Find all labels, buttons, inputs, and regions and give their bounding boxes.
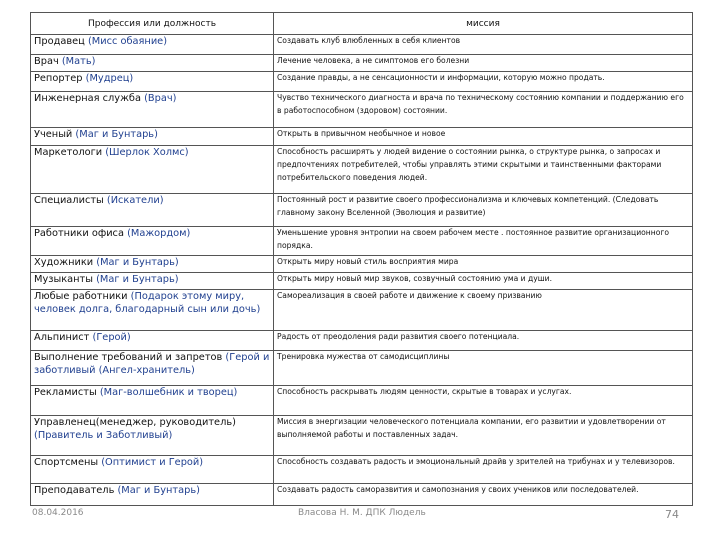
footer-date: 08.04.2016 xyxy=(32,508,84,518)
mission-cell: Способность раскрывать людям ценности, скрытые в товарах и услугах. xyxy=(274,386,693,416)
mission-cell: Миссия в энергизации человеческого потенциала компании, его развитии и удовлетворении от выполняемой работы и поставленных задач. xyxy=(274,416,693,456)
archetype-label: (Правитель и Заботливый) xyxy=(34,430,173,442)
profession-cell xyxy=(31,146,274,194)
mission-cell: Лечение человека, а не симптомов его болезни xyxy=(274,55,693,72)
profession-title: Художники xyxy=(34,257,97,268)
profession-cell xyxy=(31,351,274,386)
mission-cell: Способность создавать радость и эмоциональный драйв у зрителей на трибунах и у телевизоров. xyxy=(274,456,693,484)
table-row xyxy=(31,416,693,456)
table-row xyxy=(31,484,693,506)
mission-cell: Способность расширять у людей видение о состоянии рынка, о структуре рынка, о запросах и предпочтениях потребителей, чтобы управлять этими скрытыми и таинственными факторами потребительского поведения людей. xyxy=(274,146,693,194)
profession-cell xyxy=(31,256,274,273)
profession-cell xyxy=(31,484,274,506)
profession-cell xyxy=(31,92,274,128)
archetype-label: (Врач) xyxy=(144,93,177,104)
mission-cell: Открыть миру новый мир звуков, созвучный состоянию ума и души. xyxy=(274,273,693,290)
table-row xyxy=(31,194,693,227)
mission-cell: Создавать радость саморазвития и самопознания у своих учеников или последователей. xyxy=(274,484,693,506)
mission-cell: Создавать клуб влюбленных в себя клиентов xyxy=(274,35,693,55)
mission-cell: Тренировка мужества от самодисциплины xyxy=(274,351,693,386)
archetype-label: (Герой) xyxy=(92,332,131,343)
archetype-label: (Искатели) xyxy=(106,195,164,206)
footer-author: Власова Н. М. ДПК Людель xyxy=(298,508,426,518)
archetype-label: (Маг-волшебник и творец) xyxy=(99,387,238,398)
archetype-label: (Мудрец) xyxy=(85,73,134,84)
archetype-label: (Маг и Бунтарь) xyxy=(75,129,158,140)
mission-cell: Открыть в привычном необычное и новое xyxy=(274,128,693,146)
table-body xyxy=(31,35,693,506)
archetype-label: (Мать) xyxy=(61,56,96,67)
profession-title: Спортсмены xyxy=(34,457,102,468)
mission-cell: Постоянный рост и развитие своего профессионализма и ключевых компетенций. (Следовать главному закону Вселенной (Эволюция и развитие) xyxy=(274,194,693,227)
archetype-label: (Оптимист и Герой) xyxy=(101,457,204,468)
archetype-label: (Шерлок Холмс) xyxy=(105,147,189,158)
archetype-label: (Мажордом) xyxy=(127,228,191,239)
mission-cell: Радость от преодоления ради развития своего потенциала. xyxy=(274,331,693,351)
table-row xyxy=(31,386,693,416)
table-row xyxy=(31,92,693,128)
header-mission: миссия xyxy=(274,13,693,35)
profession-title: Врач xyxy=(34,56,62,67)
table-row xyxy=(31,72,693,92)
profession-title: Рекламисты xyxy=(34,387,100,398)
table-row xyxy=(31,227,693,256)
mission-cell: Уменьшение уровня энтропии на своем рабочем месте . постоянное развитие организационного порядка. xyxy=(274,227,693,256)
table-row xyxy=(31,256,693,273)
archetype-label: (Герой и заботливый (Ангел-хранитель) xyxy=(34,352,270,377)
profession-title: Выполнение требований и запретов xyxy=(34,352,226,363)
profession-title: Маркетологи xyxy=(34,147,106,158)
profession-title: Специалисты xyxy=(34,195,107,206)
profession-title: Инженерная служба xyxy=(34,93,145,104)
table-row xyxy=(31,35,693,55)
table-row xyxy=(31,273,693,290)
profession-cell xyxy=(31,416,274,456)
archetype-label: (Подарок этому миру, человек долга, благодарный сын или дочь) xyxy=(34,291,261,316)
table-row xyxy=(31,146,693,194)
table-row xyxy=(31,331,693,351)
profession-title: Преподаватель xyxy=(34,485,118,496)
table-row xyxy=(31,128,693,146)
profession-cell xyxy=(31,331,274,351)
archetype-label: (Маг и Бунтарь) xyxy=(96,257,179,268)
header-profession: Профессия или должность xyxy=(31,13,274,35)
profession-cell xyxy=(31,456,274,484)
archetype-label: (Мисс обаяние) xyxy=(87,36,168,47)
profession-title: Продавец xyxy=(34,36,88,47)
mission-cell: Создание правды, а не сенсационности и информации, которую можно продать. xyxy=(274,72,693,92)
profession-cell xyxy=(31,55,274,72)
profession-title: Ученый xyxy=(34,129,76,140)
profession-cell xyxy=(31,35,274,55)
profession-cell xyxy=(31,290,274,331)
header-row xyxy=(31,13,693,35)
mission-cell: Открыть миру новый стиль восприятия мира xyxy=(274,256,693,273)
profession-cell xyxy=(31,227,274,256)
page-number: 74 xyxy=(665,508,679,521)
profession-cell xyxy=(31,72,274,92)
profession-title: Любые работники xyxy=(34,291,131,302)
profession-cell xyxy=(31,273,274,290)
profession-cell xyxy=(31,128,274,146)
table-row xyxy=(31,55,693,72)
professions-table xyxy=(30,12,693,506)
table-row xyxy=(31,351,693,386)
profession-title: Альпинист xyxy=(34,332,93,343)
profession-title: Репортер xyxy=(34,73,86,84)
profession-title: Работники офиса xyxy=(34,228,128,239)
profession-title: Управленец(менеджер, руководитель) xyxy=(34,417,236,428)
mission-cell: Чувство технического диагноста и врача по техническому состоянию компании и поддержанию его в работоспособном (здоровом) состоянии. xyxy=(274,92,693,128)
mission-cell: Самореализация в своей работе и движение к своему призванию xyxy=(274,290,693,331)
profession-cell xyxy=(31,386,274,416)
profession-cell xyxy=(31,194,274,227)
table-row xyxy=(31,290,693,331)
table-row xyxy=(31,456,693,484)
archetype-label: (Маг и Бунтарь) xyxy=(96,274,179,285)
profession-title: Музыканты xyxy=(34,274,97,285)
archetype-label: (Маг и Бунтарь) xyxy=(117,485,200,496)
